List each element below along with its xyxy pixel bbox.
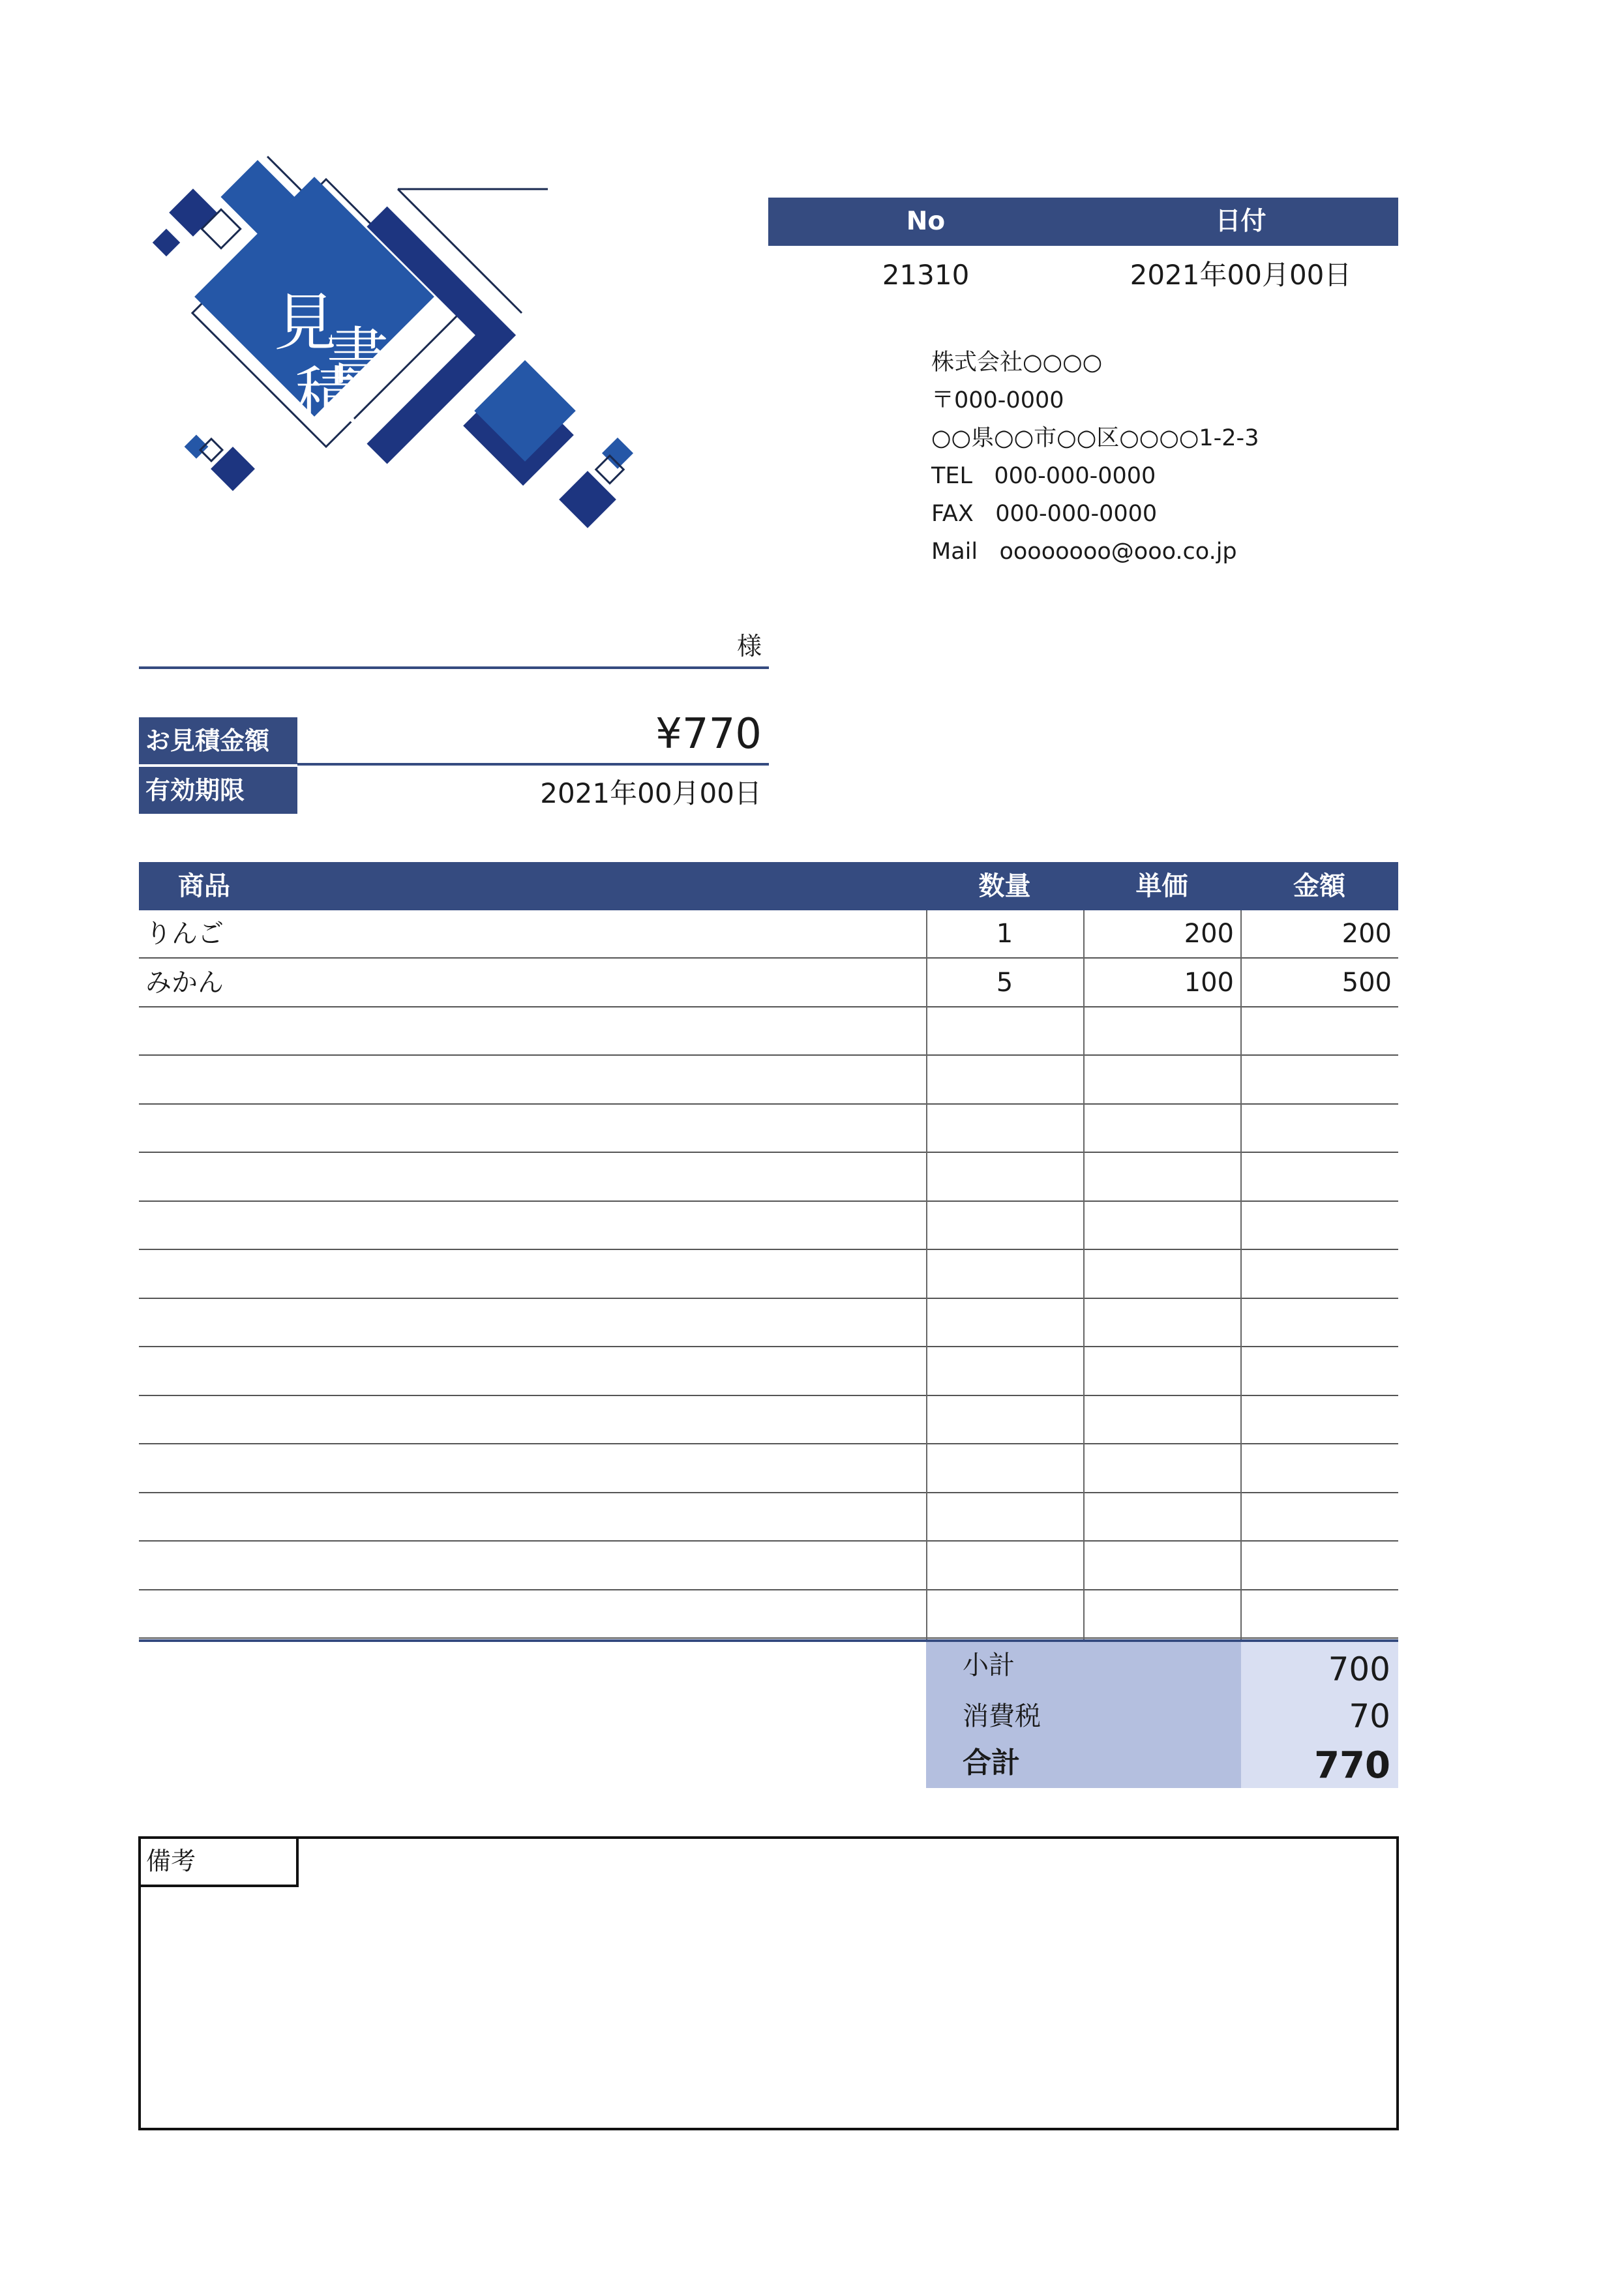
logo-char-seki: 積: [295, 359, 357, 432]
col-header-unit-price: 単価: [1135, 871, 1188, 901]
cell-quantity[interactable]: [926, 1251, 1083, 1298]
company-mail: Mail oooooooo@ooo.co.jp: [931, 539, 1237, 565]
cell-product[interactable]: [139, 1590, 926, 1637]
cell-amount[interactable]: [1240, 1251, 1398, 1298]
col-header-amount: 金額: [1293, 871, 1345, 901]
cell-unit-price[interactable]: [1083, 1445, 1240, 1492]
remarks-label: 備考: [138, 1836, 299, 1887]
amount-value: ¥770: [655, 710, 762, 758]
cell-amount[interactable]: [1240, 1396, 1398, 1443]
items-table-header: [139, 862, 1398, 910]
cell-unit-price[interactable]: [1083, 1542, 1240, 1589]
company-zip: 〒000-0000: [931, 387, 1064, 413]
cell-amount[interactable]: [1240, 1542, 1398, 1589]
subtotal-label: 小計: [926, 1642, 1241, 1689]
cell-quantity[interactable]: [926, 1299, 1083, 1346]
column-divider: [1083, 910, 1085, 1639]
cell-quantity[interactable]: [926, 1445, 1083, 1492]
table-row: [139, 1154, 1398, 1202]
company-fax: FAX 000-000-0000: [931, 501, 1158, 527]
logo-char-mi: 見: [274, 286, 337, 359]
cell-product[interactable]: [139, 1251, 926, 1298]
cell-quantity[interactable]: 5: [996, 967, 1013, 998]
cell-product[interactable]: [139, 1396, 926, 1443]
cell-product[interactable]: [139, 1542, 926, 1589]
col-header-product: 商品: [178, 871, 230, 901]
logo-square-dark: [169, 188, 217, 237]
cell-amount[interactable]: [1240, 1348, 1398, 1395]
customer-suffix: 様: [737, 632, 762, 661]
expiry-value: 2021年00月00日: [540, 777, 762, 809]
cell-amount[interactable]: [1240, 1299, 1398, 1346]
amount-underline: [297, 763, 769, 766]
cell-quantity[interactable]: [926, 1348, 1083, 1395]
cell-quantity[interactable]: [926, 1590, 1083, 1637]
cell-amount[interactable]: [1240, 1105, 1398, 1152]
col-header-quantity: 数量: [978, 871, 1031, 901]
table-row: [139, 1299, 1398, 1347]
no-label: No: [906, 207, 946, 236]
table-row: [139, 1007, 1398, 1056]
cell-quantity[interactable]: [926, 1493, 1083, 1540]
company-tel: TEL 000-000-0000: [931, 463, 1156, 489]
cell-product[interactable]: [139, 1202, 926, 1249]
cell-amount[interactable]: [1240, 1056, 1398, 1103]
cell-unit-price[interactable]: [1083, 1396, 1240, 1443]
cell-amount[interactable]: [1240, 1590, 1398, 1637]
cell-quantity[interactable]: [926, 1056, 1083, 1103]
cell-unit-price[interactable]: 100: [1184, 967, 1234, 998]
cell-amount[interactable]: [1240, 1493, 1398, 1540]
table-row: [139, 959, 1398, 1007]
table-row: [139, 1542, 1398, 1590]
estimate-logo: [130, 143, 678, 548]
cell-product[interactable]: [139, 1105, 926, 1152]
cell-quantity[interactable]: 1: [996, 919, 1013, 949]
cell-unit-price[interactable]: [1083, 1493, 1240, 1540]
tax-label: 消費税: [926, 1689, 1241, 1738]
table-row: [139, 1590, 1398, 1639]
cell-unit-price[interactable]: [1083, 1590, 1240, 1637]
table-row: [139, 1396, 1398, 1444]
cell-unit-price[interactable]: [1083, 1348, 1240, 1395]
date-label: 日付: [1215, 207, 1266, 236]
company-info: [931, 346, 1259, 573]
cell-unit-price[interactable]: [1083, 1202, 1240, 1249]
table-row: [139, 1348, 1398, 1396]
tax-value: 70: [1241, 1689, 1398, 1738]
subtotal-value: 700: [1241, 1642, 1398, 1689]
amount-label: お見積金額: [139, 717, 297, 764]
company-address: ○○県○○市○○区○○○○1-2-3: [931, 425, 1259, 451]
cell-amount[interactable]: 200: [1341, 919, 1392, 949]
table-row: [139, 1493, 1398, 1542]
column-divider: [1240, 910, 1242, 1639]
table-row: [139, 1202, 1398, 1250]
cell-amount[interactable]: [1240, 1154, 1398, 1200]
column-divider: [926, 910, 927, 1639]
cell-product[interactable]: [139, 1056, 926, 1103]
logo-square-small: [153, 229, 180, 256]
total-value: 770: [1241, 1738, 1398, 1788]
cell-product[interactable]: りんご: [145, 919, 224, 949]
table-row: [139, 1251, 1398, 1299]
cell-unit-price[interactable]: [1083, 1056, 1240, 1103]
cell-quantity[interactable]: [926, 1542, 1083, 1589]
cell-unit-price[interactable]: 200: [1184, 919, 1234, 949]
expiry-label: 有効期限: [139, 767, 297, 814]
cell-quantity[interactable]: [926, 1154, 1083, 1200]
header-bar: [768, 198, 1398, 246]
cell-product[interactable]: [139, 1007, 926, 1054]
cell-quantity[interactable]: [926, 1105, 1083, 1152]
cell-product[interactable]: [139, 1348, 926, 1395]
cell-product[interactable]: [139, 1493, 926, 1540]
cell-quantity[interactable]: [926, 1396, 1083, 1443]
logo-char-sho: 書: [326, 320, 389, 393]
table-row: [139, 910, 1398, 959]
logo-square-dark: [559, 471, 616, 528]
cell-unit-price[interactable]: [1083, 1105, 1240, 1152]
total-label: 合計: [926, 1738, 1241, 1788]
table-row: [139, 1445, 1398, 1493]
cell-product[interactable]: [139, 1445, 926, 1492]
cell-quantity[interactable]: [926, 1007, 1083, 1054]
cell-unit-price[interactable]: [1083, 1251, 1240, 1298]
customer-underline: [139, 666, 769, 669]
cell-product[interactable]: [139, 1154, 926, 1200]
table-row: [139, 1105, 1398, 1153]
cell-quantity[interactable]: [926, 1202, 1083, 1249]
company-name: 株式会社○○○○: [931, 350, 1103, 376]
cell-product[interactable]: [139, 1299, 926, 1346]
logo-square-dark: [211, 447, 255, 491]
cell-unit-price[interactable]: [1083, 1154, 1240, 1200]
no-value: 21310: [882, 259, 970, 291]
cell-product[interactable]: みかん: [145, 967, 224, 998]
cell-amount[interactable]: 500: [1341, 967, 1392, 998]
cell-amount[interactable]: [1240, 1007, 1398, 1054]
cell-unit-price[interactable]: [1083, 1299, 1240, 1346]
cell-amount[interactable]: [1240, 1202, 1398, 1249]
cell-amount[interactable]: [1240, 1445, 1398, 1492]
remarks-box[interactable]: [138, 1836, 1399, 2130]
cell-unit-price[interactable]: [1083, 1007, 1240, 1054]
table-row: [139, 1056, 1398, 1105]
date-value: 2021年00月00日: [1130, 259, 1352, 291]
